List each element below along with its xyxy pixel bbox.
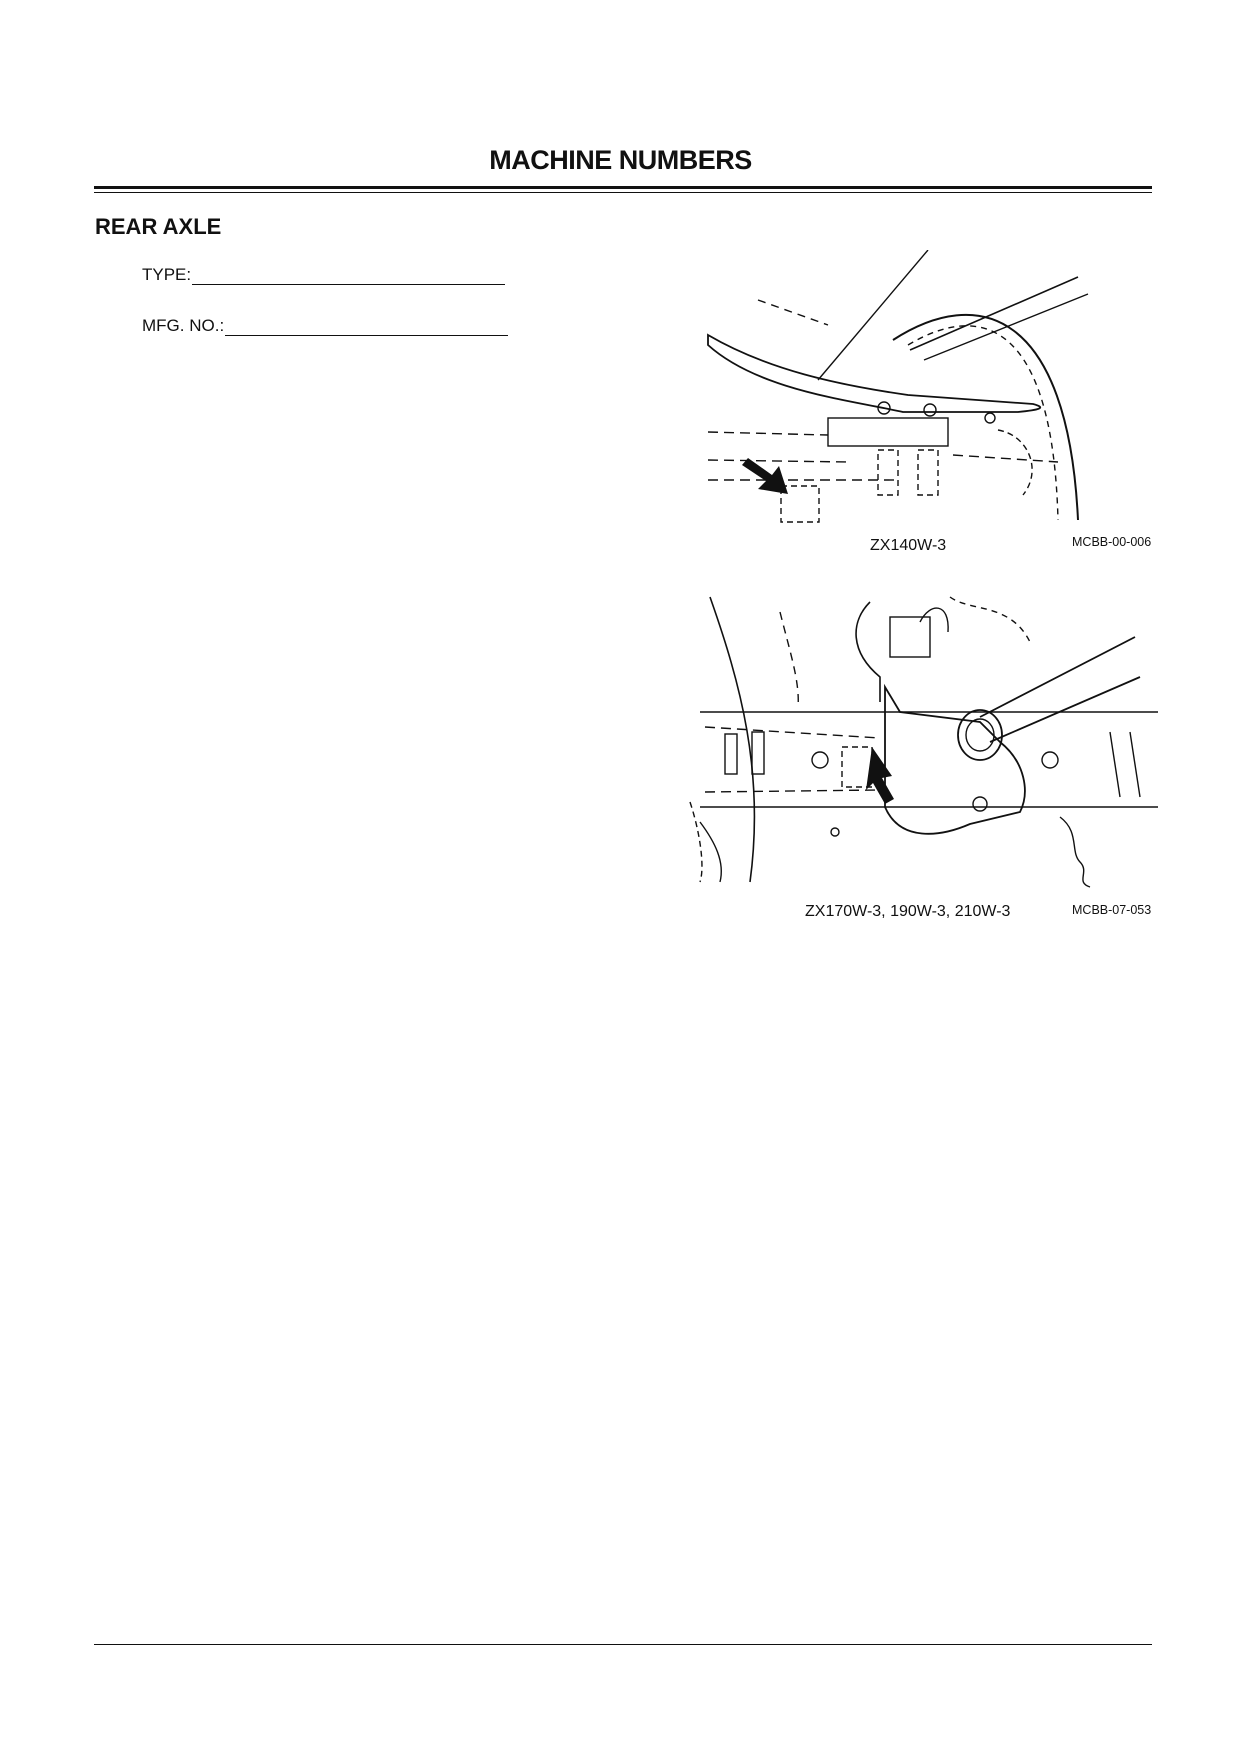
rear-axle-drawing-icon — [698, 250, 1158, 530]
figure-code: MCBB-00-006 — [1072, 535, 1152, 549]
type-blank-line — [192, 266, 505, 285]
figure-caption: ZX140W-3 — [870, 537, 947, 554]
type-field — [142, 265, 505, 285]
rear-axle-drawing-icon — [680, 592, 1158, 892]
title-divider — [94, 186, 1152, 189]
title-divider-thin — [94, 192, 1152, 193]
page-title: MACHINE NUMBERS — [489, 145, 752, 175]
type-label: TYPE: — [142, 265, 192, 284]
figure-caption: ZX170W-3, 190W-3, 210W-3 — [805, 903, 1011, 920]
mfg-no-field — [142, 316, 508, 336]
figure-code: MCBB-07-053 — [1072, 903, 1152, 917]
footer-divider — [94, 1644, 1152, 1645]
mfg-no-label: MFG. NO.: — [142, 316, 225, 335]
section-heading: REAR AXLE — [95, 214, 222, 239]
figure-zx140w3 — [698, 250, 1158, 530]
mfg-no-blank-line — [225, 317, 508, 336]
figure-zx170w3-190w3-210w3 — [680, 592, 1158, 892]
